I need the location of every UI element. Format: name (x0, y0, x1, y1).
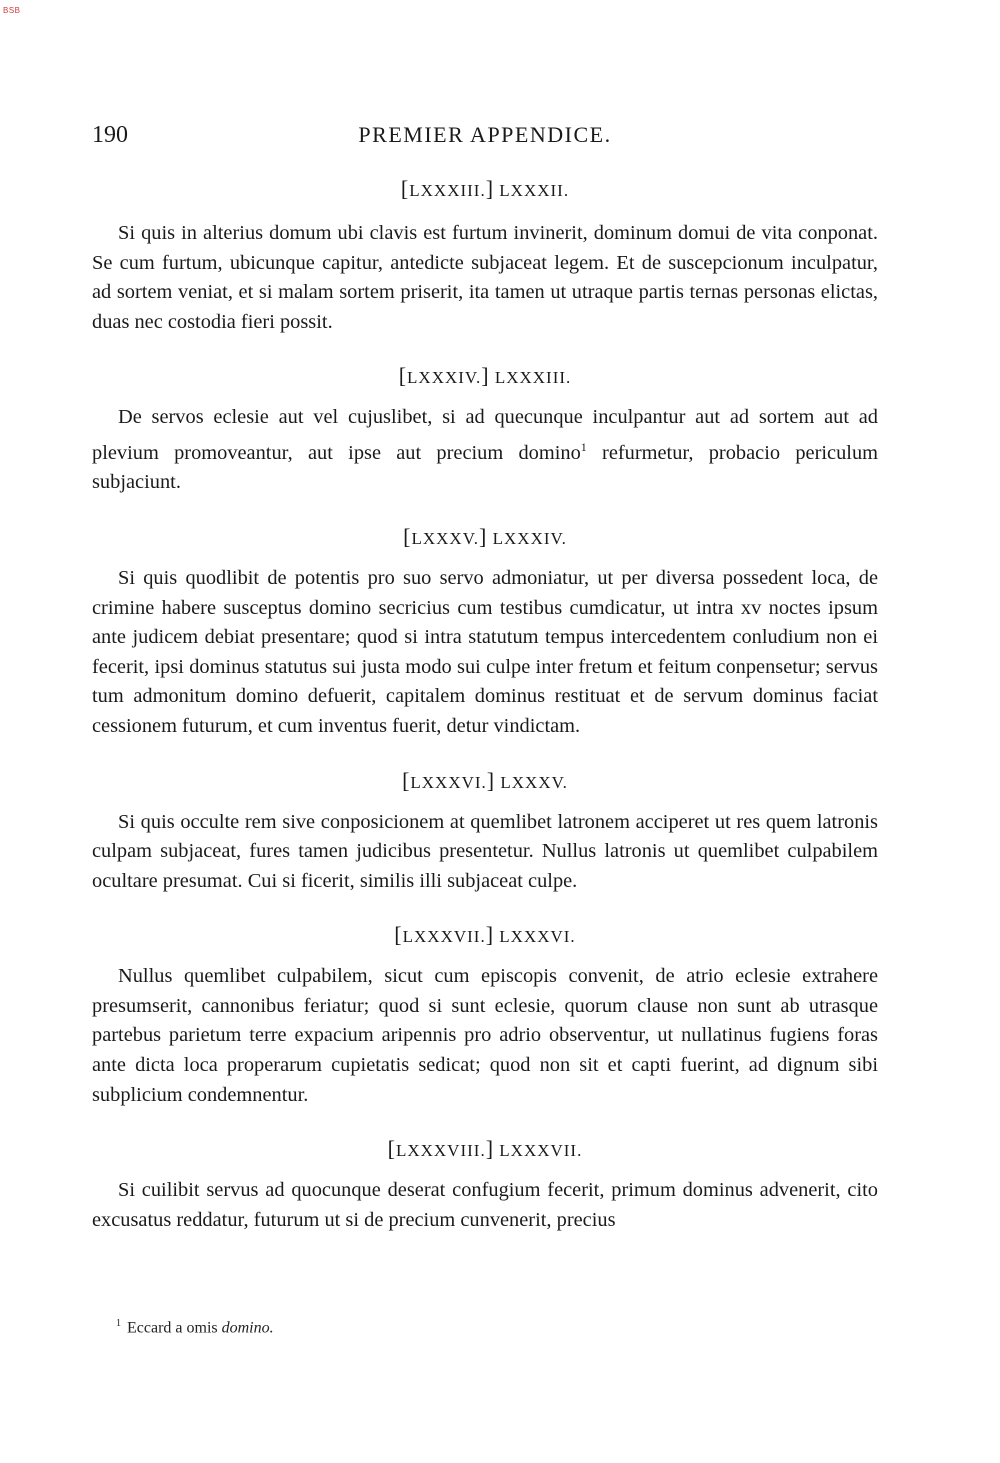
chapter-number-old: LXXXVIII. (395, 1141, 486, 1161)
page-body (92, 176, 878, 1261)
chapter-section (92, 922, 878, 1110)
footnote-mark: 1 (116, 1318, 121, 1329)
chapter-number-new: LXXXIV. (492, 528, 567, 548)
chapter-section (92, 1136, 878, 1235)
chapter-heading: [LXXXV.] LXXXIV. (403, 523, 567, 549)
chapter-number-new: LXXXV. (500, 772, 568, 792)
running-head (92, 122, 878, 156)
chapter-number-old: LXXXVI. (410, 772, 487, 792)
chapter-section (92, 524, 878, 742)
page-title: PREMIER APPENDICE. (358, 122, 612, 147)
chapter-heading: [LXXXIV.] LXXXIII. (398, 363, 572, 389)
chapter-text: Si quis occulte rem sive conposicionem at quemlibet latronem acciperet ut res quem latronis culpam subjaceat, fures tamen judicibus presentetur. Nullus latronis ut quemlibet culpabilem ocultare presumat. Cui si ficerit, similis illi subjaceat culpe. (92, 810, 878, 892)
chapter-number-new: LXXXVII. (499, 1141, 583, 1161)
chapter-number-new: LXXXIII. (494, 368, 572, 388)
chapter-heading: [LXXXVI.] LXXXV. (402, 767, 568, 793)
chapter-text-part: refurmetur, probacio periculum subjaciunt. (92, 441, 878, 494)
chapter-number-new: LXXXII. (499, 181, 570, 200)
footnote-reference: 1 (580, 439, 587, 454)
footnote-text: Eccard a omis (127, 1319, 218, 1337)
footnote-italic-word: domino. (221, 1319, 274, 1337)
chapter-heading: [LXXXVIII.] LXXXVII. (387, 1136, 583, 1162)
chapter-section (92, 176, 878, 337)
chapter-section (92, 363, 878, 498)
page-number: 190 (92, 122, 128, 148)
chapter-number-old: LXXXVII. (402, 927, 486, 947)
chapter-number-old: LXXXV. (411, 528, 480, 548)
chapter-text (92, 403, 878, 498)
chapter-text: Si quis quodlibit de potentis pro suo servo admoniatur, ut per diversa possedent loca, de crimine habere susceptus domino secricius cum testibus cumdicatur, ut intra xv noctes ipsum ante judicem debiat presentare; quod si intra statutum tempus intercedentem conludium non ei fecerit, ipsi dominus statutus sui justa modo sui culpe inter fretum et feitum conpensetur; servus tum admonitum domino defuerit, capitalem dominus restituat et de servum dominus faciat cessionem futurum, et cum inventus fuerit, detur vindictam. (92, 566, 878, 737)
chapter-text: Nullus quemlibet culpabilem, sicut cum episcopis convenit, de atrio eclesie extrahere presumserit, cannonibus feriatur; quod si sunt eclesie, quorum clause non sunt ab utrasque partebus parietum terre expacium aripennis pro adrio observentur, ut nullatinus fugiens foras ante dicta loca properarum cupietatis sedicat; quod non sit et capti fuerint, ad dignum sibi subplicium condemnentur. (92, 965, 878, 1106)
chapter-heading: [LXXXVII.] LXXXVI. (394, 922, 576, 948)
chapter-text: Si quis in alterius domum ubi clavis est furtum invinerit, dominum domui de vita conponat. Se cum furtum, ubicunque capitur, antedicte subjaceat legem. Et de suscepcionum inculpatur, ad sortem veniat, et si malam sortem priserit, ita tamen ut utraque partis ternas personas elictas, duas nec costodia fieri possit. (92, 222, 878, 333)
footnote (116, 1318, 274, 1337)
chapter-number-new: LXXXVI. (499, 927, 576, 947)
chapter-text-part: De servos eclesie aut vel cujuslibet, si ad quecunque inculpantur aut ad sortem aut ad plevium promoveantur, aut ipse aut precium domino (92, 406, 878, 464)
chapter-number-old: LXXXIV. (407, 368, 482, 388)
chapter-number-old: LXXXIII. (409, 181, 486, 200)
library-stamp: BSB (3, 6, 21, 15)
chapter-heading: [LXXXIII.] LXXXII. (400, 176, 570, 201)
chapter-text: Si cuilibit servus ad quocunque deserat confugium fecerit, primum dominus advenerit, cito excusatus reddatur, futurum ut si de precium cunvenerit, precius (92, 1179, 878, 1231)
chapter-section (92, 768, 878, 897)
